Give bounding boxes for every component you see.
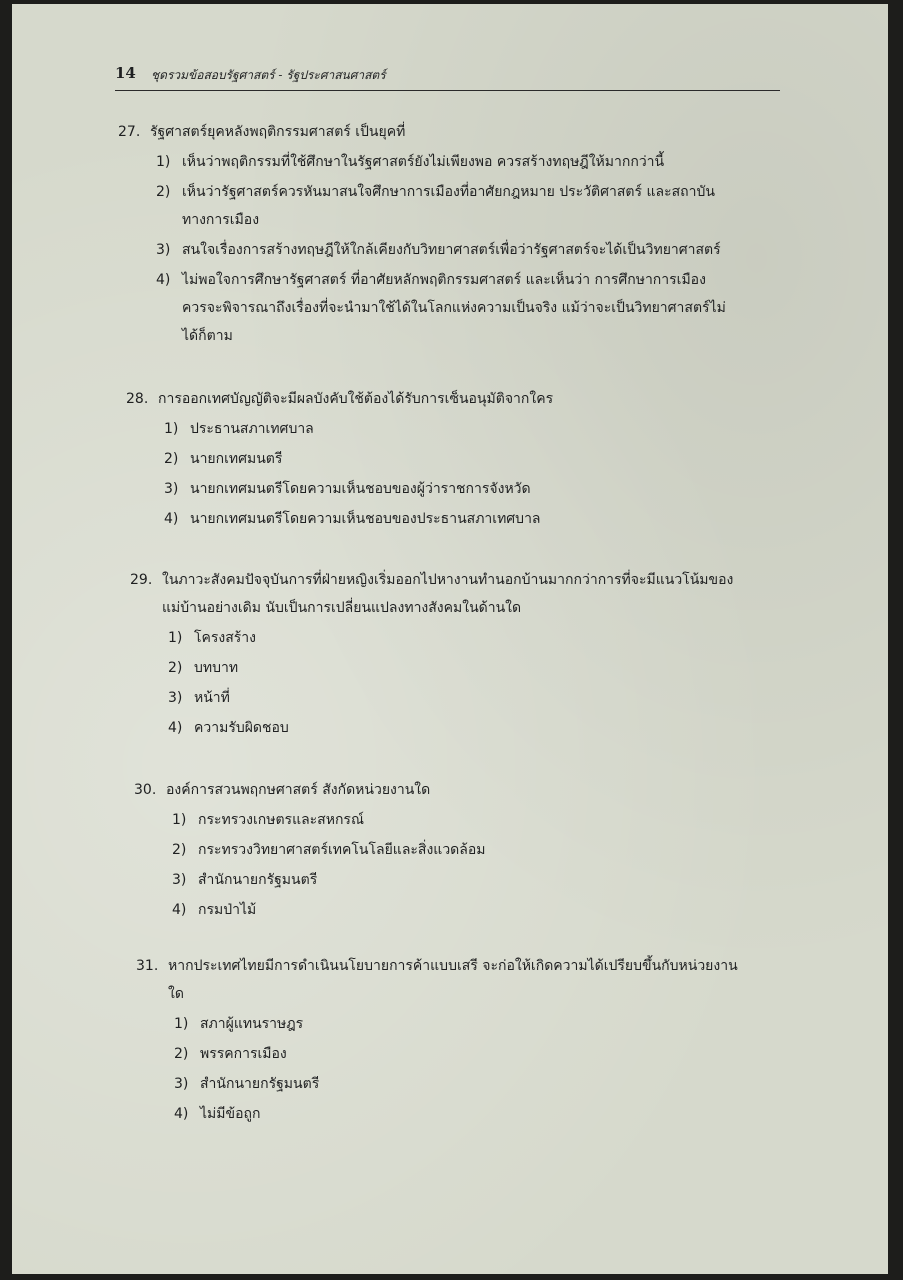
option-text: บทบาท	[194, 660, 239, 676]
option-text: นายกเทศมนตรีโดยความเห็นชอบของประธานสภาเทศบาล	[190, 511, 541, 527]
question-number: 29.	[130, 572, 153, 588]
option-number: 1)	[156, 154, 171, 170]
option-text: เห็นว่าพฤติกรรมที่ใช้ศึกษาในรัฐศาสตร์ยังไม่เพียงพอ ควรสร้างทฤษฎีให้มากกว่านี้	[182, 154, 665, 170]
option-number: 2)	[172, 842, 187, 858]
option-text: ไม่มีข้อถูก	[200, 1106, 261, 1122]
option-number: 2)	[174, 1046, 189, 1062]
option-text: ไม่พอใจการศึกษารัฐศาสตร์ ที่อาศัยหลักพฤติกรรมศาสตร์ และเห็นว่า การศึกษาการเมือง	[182, 272, 706, 288]
option-text: สภาผู้แทนราษฎร	[200, 1016, 304, 1032]
option-number: 1)	[168, 630, 183, 646]
option-text: นายกเทศมนตรี	[190, 451, 283, 467]
question-number: 27.	[118, 124, 141, 140]
book-page	[12, 4, 888, 1274]
question-number: 30.	[134, 782, 157, 798]
option-text: ประธานสภาเทศบาล	[190, 421, 314, 437]
option-text: ได้ก็ตาม	[182, 328, 233, 344]
option-number: 4)	[168, 720, 183, 736]
option-number: 3)	[174, 1076, 189, 1092]
option-text: สำนักนายกรัฐมนตรี	[200, 1076, 320, 1092]
option-text: ควรจะพิจารณาถึงเรื่องที่จะนำมาใช้ได้ในโลกแห่งความเป็นจริง แม้ว่าจะเป็นวิทยาศาสตร์ไม่	[182, 300, 726, 316]
question-text: ในภาวะสังคมปัจจุบันการที่ฝ่ายหญิงเริ่มออกไปหางานทำนอกบ้านมากกว่าการที่จะมีแนวโน้มของ	[162, 572, 734, 588]
option-number: 2)	[168, 660, 183, 676]
question-text: แม่บ้านอย่างเดิม นับเป็นการเปลี่ยนแปลงทางสังคมในด้านใด	[162, 600, 522, 616]
book-title: ชุดรวมข้อสอบรัฐศาสตร์ - รัฐประศาสนศาสตร์	[151, 68, 386, 82]
option-text: สนใจเรื่องการสร้างทฤษฎีให้ใกล้เคียงกับวิทยาศาสตร์เพื่อว่ารัฐศาสตร์จะได้เป็นวิทยาศาสตร์	[182, 242, 721, 258]
option-number: 4)	[164, 511, 179, 527]
option-number: 3)	[168, 690, 183, 706]
question-text: องค์การสวนพฤกษศาสตร์ สังกัดหน่วยงานใด	[166, 782, 431, 798]
option-number: 4)	[174, 1106, 189, 1122]
option-text: ทางการเมือง	[182, 212, 260, 228]
option-text: กระทรวงเกษตรและสหกรณ์	[198, 812, 364, 828]
option-text: เห็นว่ารัฐศาสตร์ควรหันมาสนใจศึกษาการเมืองที่อาศัยกฎหมาย ประวัติศาสตร์ และสถาบัน	[182, 184, 715, 200]
question-text: ใด	[168, 986, 184, 1002]
option-text: กรมป่าไม้	[198, 902, 257, 918]
option-text: สำนักนายกรัฐมนตรี	[198, 872, 318, 888]
option-number: 3)	[156, 242, 171, 258]
option-number: 1)	[172, 812, 187, 828]
option-text: โครงสร้าง	[194, 630, 257, 646]
question-text: หากประเทศไทยมีการดำเนินนโยบายการค้าแบบเสรี จะก่อให้เกิดความได้เปรียบขึ้นกับหน่วยงาน	[168, 958, 738, 974]
option-text: พรรคการเมือง	[200, 1046, 287, 1062]
option-number: 2)	[156, 184, 171, 200]
option-number: 3)	[172, 872, 187, 888]
question-number: 28.	[126, 391, 149, 407]
question-number: 31.	[136, 958, 159, 974]
page-number: 14	[115, 64, 136, 82]
page-header	[115, 62, 780, 91]
option-number: 1)	[174, 1016, 189, 1032]
option-number: 1)	[164, 421, 179, 437]
option-text: หน้าที่	[194, 690, 230, 706]
question-text: รัฐศาสตร์ยุคหลังพฤติกรรมศาสตร์ เป็นยุคที่	[150, 124, 406, 140]
option-text: กระทรวงวิทยาศาสตร์เทคโนโลยีและสิ่งแวดล้อม	[198, 842, 486, 858]
option-number: 4)	[156, 272, 171, 288]
option-text: นายกเทศมนตรีโดยความเห็นชอบของผู้ว่าราชการจังหวัด	[190, 481, 531, 497]
option-number: 3)	[164, 481, 179, 497]
option-text: ความรับผิดชอบ	[194, 720, 289, 736]
option-number: 2)	[164, 451, 179, 467]
option-number: 4)	[172, 902, 187, 918]
question-text: การออกเทศบัญญัติจะมีผลบังคับใช้ต้องได้รับการเซ็นอนุมัติจากใคร	[158, 391, 554, 407]
